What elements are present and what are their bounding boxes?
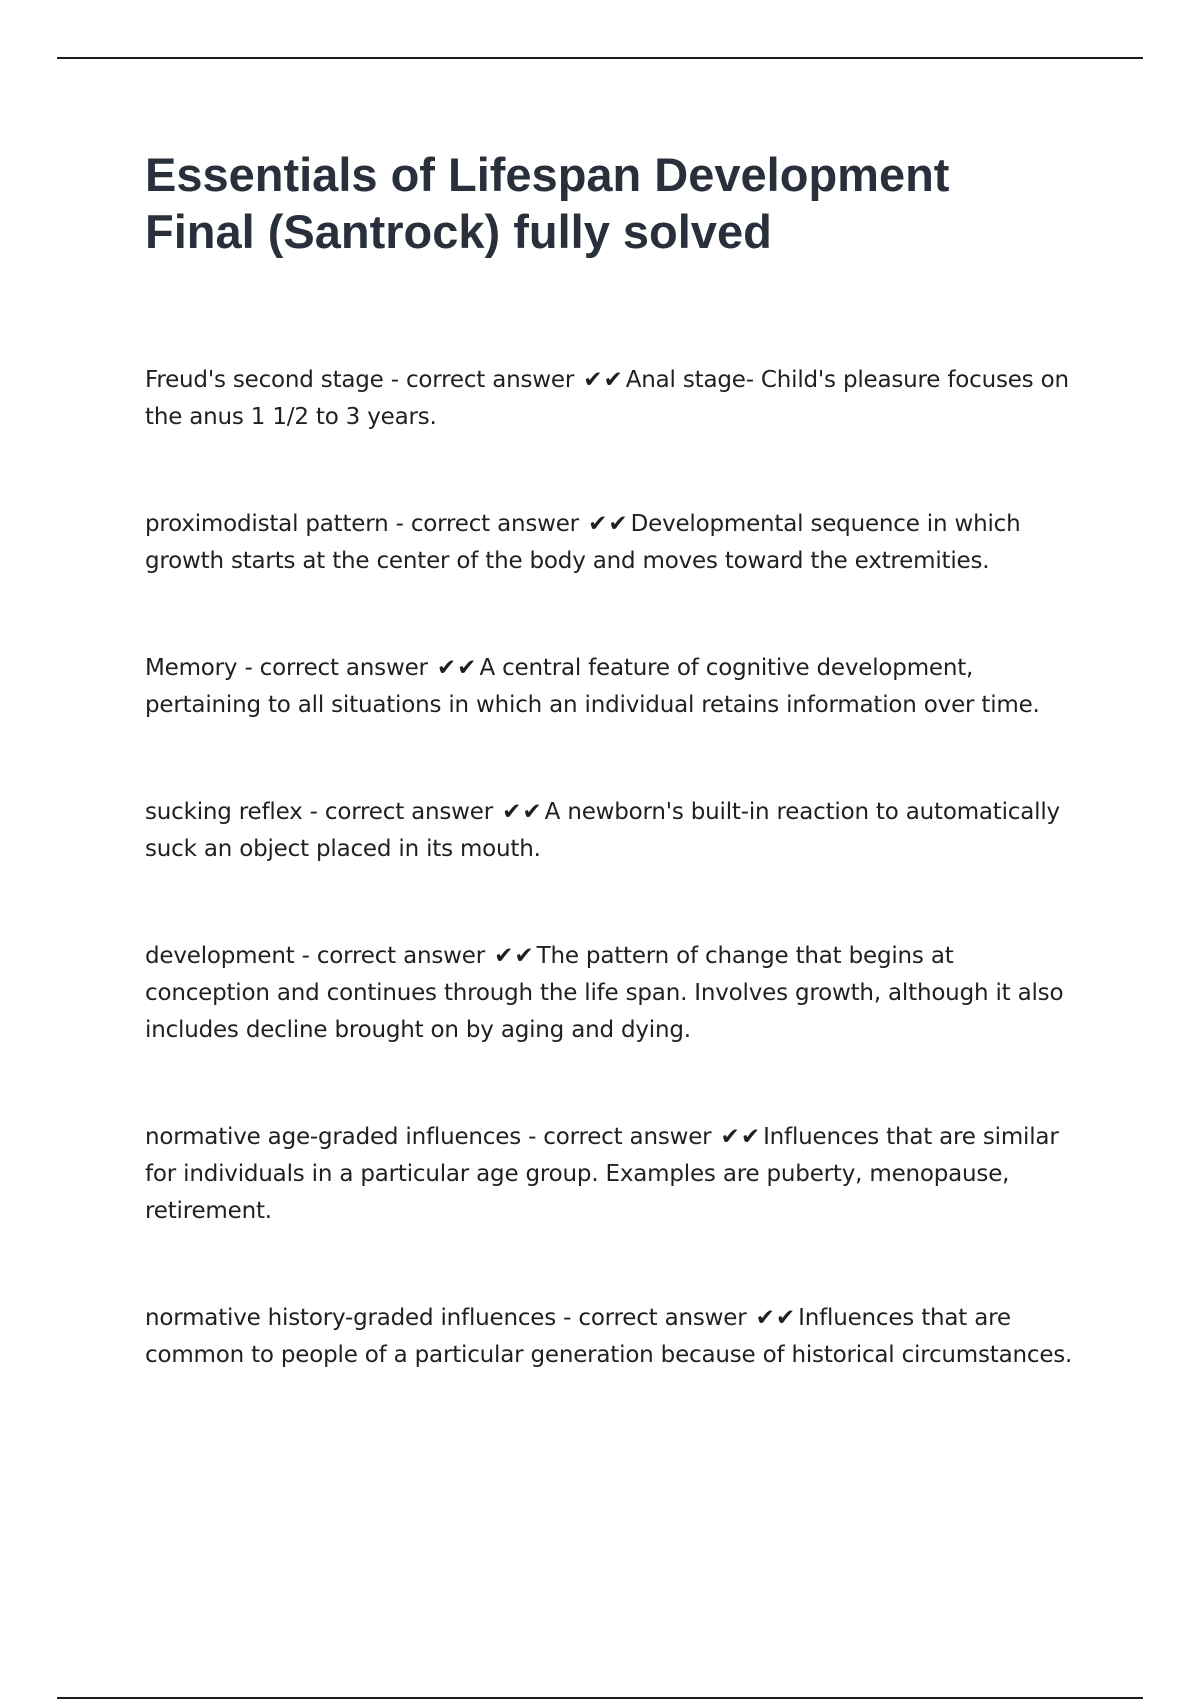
qa-item-normative-age-graded (145, 1119, 1085, 1230)
qa-answer: A central feature of cognitive development, pertaining to all situations in which an individual retains information over time. (145, 655, 1040, 718)
qa-item-normative-history-graded (145, 1300, 1085, 1374)
check-marks-icon: ✔✔ (502, 799, 543, 825)
qa-answer: A newborn's built-in reaction to automatically suck an object placed in its mouth. (145, 799, 1060, 862)
qa-term: Memory (145, 655, 238, 681)
qa-term: sucking reflex (145, 799, 303, 825)
qa-answer: Influences that are common to people of a particular generation because of historical circumstances. (145, 1305, 1073, 1368)
qa-term: normative history-graded influences (145, 1305, 557, 1331)
document-title: Essentials of Lifespan Development Final (Santrock) fully solved (145, 148, 950, 258)
check-marks-icon: ✔✔ (583, 367, 624, 393)
qa-term: development (145, 943, 295, 969)
check-marks-icon: ✔✔ (494, 943, 535, 969)
qa-separator: - correct answer (237, 655, 435, 681)
qa-separator: - correct answer (556, 1305, 754, 1331)
check-marks-icon: ✔✔ (720, 1124, 762, 1150)
check-marks-icon: ✔✔ (436, 655, 478, 681)
qa-separator: - correct answer (520, 1124, 719, 1150)
top-rule (57, 57, 1143, 59)
qa-separator: - correct answer (383, 367, 582, 393)
qa-item-development (145, 938, 1085, 1049)
qa-term: proximodistal pattern (145, 511, 389, 537)
qa-item-freud-second-stage (145, 362, 1085, 436)
qa-term: Freud's second stage (145, 367, 384, 393)
qa-answer: Anal stage- Child's pleasure focuses on the anus 1 1/2 to 3 years. (145, 367, 1069, 430)
qa-separator: - correct answer (388, 511, 587, 537)
bottom-rule (57, 1697, 1143, 1699)
check-marks-icon: ✔✔ (588, 511, 629, 537)
qa-separator: - correct answer (294, 943, 493, 969)
qa-item-memory (145, 650, 1085, 724)
qa-answer: The pattern of change that begins at conception and continues through the life span. Involves growth, although it also includes decline brought on by aging and dying. (145, 943, 1064, 1043)
check-marks-icon: ✔✔ (755, 1305, 797, 1331)
qa-list (145, 362, 1085, 1374)
qa-item-sucking-reflex (145, 794, 1085, 868)
qa-separator: - correct answer (302, 799, 501, 825)
qa-answer: Developmental sequence in which growth starts at the center of the body and moves toward the extremities. (145, 511, 1021, 574)
qa-item-proximodistal-pattern (145, 506, 1085, 580)
qa-term: normative age-graded influences (145, 1124, 521, 1150)
qa-answer: Influences that are similar for individuals in a particular age group. Examples are puberty, menopause, retirement. (145, 1124, 1059, 1224)
